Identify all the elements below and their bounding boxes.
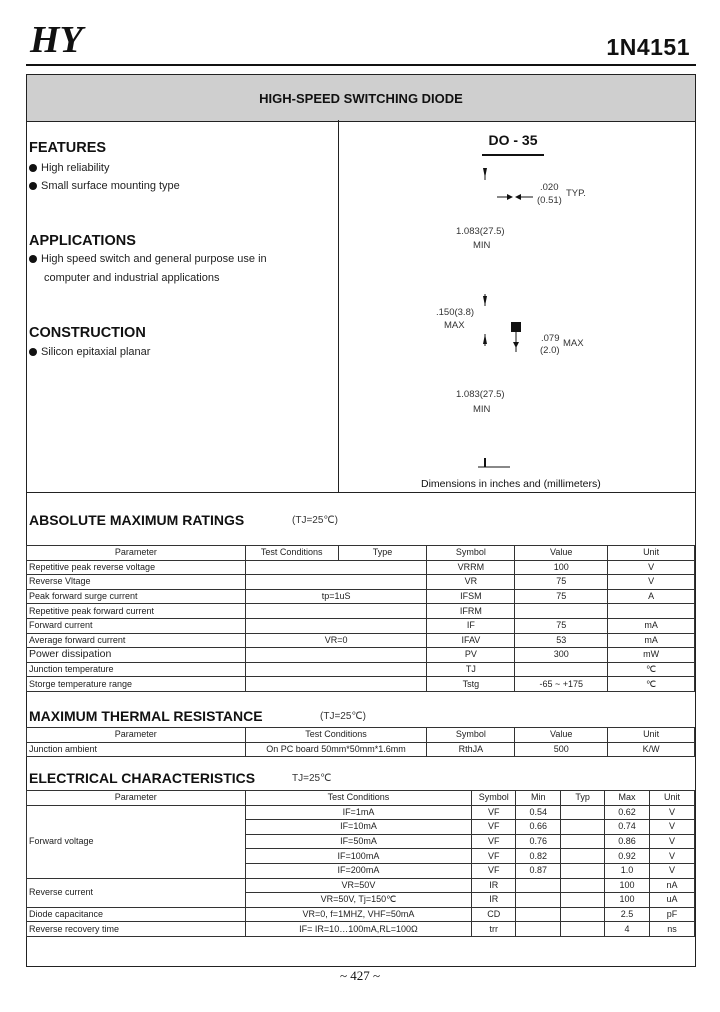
thermal-condition: (TJ=25℃) xyxy=(320,711,366,722)
typ-cell xyxy=(561,907,605,922)
table-row xyxy=(27,922,695,937)
table-row xyxy=(27,648,695,663)
condition-cell xyxy=(245,677,427,692)
unit-cell: nA xyxy=(650,878,695,893)
symbol-cell: IF xyxy=(427,618,515,633)
column-header: Parameter xyxy=(27,546,246,561)
table-row xyxy=(27,677,695,692)
column-header: Test Conditions xyxy=(245,791,472,806)
typ-cell xyxy=(561,922,605,937)
parameter-cell: Power dissipation xyxy=(27,648,246,663)
unit-cell: V xyxy=(608,560,695,575)
lead-diameter-mm: (0.51) xyxy=(537,195,562,206)
unit-cell: mA xyxy=(608,618,695,633)
unit-cell: mA xyxy=(608,633,695,648)
feature-item: Small surface mounting type xyxy=(29,180,180,192)
table-row xyxy=(27,560,695,575)
value-cell: 75 xyxy=(515,575,608,590)
electrical-condition: TJ=25℃ xyxy=(292,773,332,784)
construction-heading: CONSTRUCTION xyxy=(29,325,146,341)
symbol-cell: TJ xyxy=(427,662,515,677)
unit-cell: V xyxy=(650,805,695,820)
lead-diameter-arrows xyxy=(495,185,535,215)
body-length-note: MAX xyxy=(444,320,465,331)
condition-cell: IF=200mA xyxy=(245,863,472,878)
features-heading: FEATURES xyxy=(29,140,107,156)
table-header-row xyxy=(27,728,695,743)
table-row xyxy=(27,742,695,757)
symbol-cell: IFAV xyxy=(427,633,515,648)
condition-cell xyxy=(245,604,427,619)
symbol-cell: VF xyxy=(472,834,516,849)
unit-cell: A xyxy=(608,589,695,604)
condition-cell: IF=1mA xyxy=(245,805,472,820)
overview-divider xyxy=(338,120,339,493)
min-cell: 0.87 xyxy=(516,863,561,878)
top-lead-length-note: MIN xyxy=(473,240,491,251)
parameter-cell: Repetitive peak reverse voltage xyxy=(27,560,246,575)
unit-cell: V xyxy=(650,863,695,878)
max-cell: 1.0 xyxy=(605,863,650,878)
parameter-cell: Forward voltage xyxy=(27,805,246,878)
column-header: Test Conditions xyxy=(245,546,338,561)
min-cell: 0.66 xyxy=(516,820,561,835)
unit-cell: ℃ xyxy=(608,677,695,692)
application-line-2: computer and industrial applications xyxy=(44,272,220,284)
condition-cell: IF=50mA xyxy=(245,834,472,849)
symbol-cell: VF xyxy=(472,849,516,864)
condition-cell: VR=50V, Tj=150℃ xyxy=(245,893,472,908)
symbol-cell: IFRM xyxy=(427,604,515,619)
bottom-lead-length-note: MIN xyxy=(473,404,491,415)
application-line-1: High speed switch and general purpose use in xyxy=(29,253,267,265)
table-row xyxy=(27,907,695,922)
part-number: 1N4151 xyxy=(606,34,690,60)
min-cell: 0.54 xyxy=(516,805,561,820)
condition-cell: tp=1uS xyxy=(245,589,427,604)
min-cell: 0.82 xyxy=(516,849,561,864)
parameter-cell: Forward current xyxy=(27,618,246,633)
symbol-cell: IR xyxy=(472,878,516,893)
max-cell: 2.5 xyxy=(605,907,650,922)
condition-cell: IF= IR=10…100mA,RL=100Ω xyxy=(245,922,472,937)
column-header: Test Conditions xyxy=(245,728,427,743)
condition-cell xyxy=(245,662,427,677)
ratings-condition: (TJ=25℃) xyxy=(292,515,338,526)
value-cell: 75 xyxy=(515,618,608,633)
value-cell: 53 xyxy=(515,633,608,648)
condition-cell: VR=0, f=1MHZ, VHF=50mA xyxy=(245,907,472,922)
unit-cell: uA xyxy=(650,893,695,908)
symbol-cell: VF xyxy=(472,863,516,878)
column-header: Min xyxy=(516,791,561,806)
max-cell: 0.92 xyxy=(605,849,650,864)
symbol-cell: RthJA xyxy=(427,742,515,757)
parameter-cell: Peak forward surge current xyxy=(27,589,246,604)
column-header: Typ xyxy=(561,791,605,806)
applications-heading: APPLICATIONS xyxy=(29,233,136,249)
table-row xyxy=(27,662,695,677)
column-header: Parameter xyxy=(27,728,246,743)
table-row xyxy=(27,878,695,893)
value-cell: 300 xyxy=(515,648,608,663)
ratings-heading: ABSOLUTE MAXIMUM RATINGS xyxy=(29,512,245,528)
parameter-cell: Junction temperature xyxy=(27,662,246,677)
max-cell: 4 xyxy=(605,922,650,937)
value-cell: 500 xyxy=(515,742,608,757)
electrical-heading: ELECTRICAL CHARACTERISTICS xyxy=(29,770,256,786)
symbol-cell: IFSM xyxy=(427,589,515,604)
top-lead-length: 1.083(27.5) xyxy=(456,226,505,237)
logo-text: HY xyxy=(30,22,83,58)
typ-cell xyxy=(561,849,605,864)
column-header: Unit xyxy=(608,728,695,743)
table-row xyxy=(27,589,695,604)
parameter-cell: Reverse recovery time xyxy=(27,922,246,937)
column-header: Max xyxy=(605,791,650,806)
condition-cell: IF=10mA xyxy=(245,820,472,835)
unit-cell: K/W xyxy=(608,742,695,757)
unit-cell: V xyxy=(650,820,695,835)
condition-cell xyxy=(245,560,427,575)
electrical-table xyxy=(26,790,695,937)
unit-cell: pF xyxy=(650,907,695,922)
column-header: Type xyxy=(338,546,427,561)
typ-cell xyxy=(561,863,605,878)
body-diameter-mm: (2.0) xyxy=(540,345,560,356)
condition-cell: IF=100mA xyxy=(245,849,472,864)
bottom-lead-length: 1.083(27.5) xyxy=(456,389,505,400)
package-name: DO - 35 xyxy=(482,132,544,156)
symbol-cell: PV xyxy=(427,648,515,663)
max-cell: 100 xyxy=(605,893,650,908)
hy-logo xyxy=(28,22,150,58)
symbol-cell: VR xyxy=(427,575,515,590)
parameter-cell: Reverse current xyxy=(27,878,246,907)
symbol-cell: VF xyxy=(472,820,516,835)
thermal-heading: MAXIMUM THERMAL RESISTANCE xyxy=(29,708,263,724)
unit-cell: mW xyxy=(608,648,695,663)
table-row xyxy=(27,604,695,619)
min-cell xyxy=(516,878,561,893)
max-cell: 100 xyxy=(605,878,650,893)
page-number: ~ 427 ~ xyxy=(339,968,381,983)
max-cell: 0.62 xyxy=(605,805,650,820)
table-header-row xyxy=(27,546,695,561)
header-rule xyxy=(26,64,696,66)
symbol-cell: VF xyxy=(472,805,516,820)
parameter-cell: Storge temperature range xyxy=(27,677,246,692)
symbol-cell: CD xyxy=(472,907,516,922)
typ-cell xyxy=(561,878,605,893)
condition-cell xyxy=(245,618,427,633)
condition-cell xyxy=(245,575,427,590)
table-row xyxy=(27,805,695,820)
min-cell xyxy=(516,907,561,922)
parameter-cell: Junction ambient xyxy=(27,742,246,757)
table-header-row xyxy=(27,791,695,806)
unit-cell: ns xyxy=(650,922,695,937)
thermal-table xyxy=(26,727,695,757)
value-cell: 100 xyxy=(515,560,608,575)
lead-diameter-note: TYP. xyxy=(566,188,586,199)
body-diameter-inches: .079 xyxy=(541,333,560,344)
lead-diameter-inches: .020 xyxy=(540,182,559,193)
parameter-cell: Repetitive peak forward current xyxy=(27,604,246,619)
parameter-cell: Diode capacitance xyxy=(27,907,246,922)
min-cell: 0.76 xyxy=(516,834,561,849)
min-cell xyxy=(516,893,561,908)
body-length: .150(3.8) xyxy=(436,307,475,318)
dimension-caption: Dimensions in inches and (millimeters) xyxy=(421,478,601,490)
parameter-cell: Average forward current xyxy=(27,633,246,648)
column-header: Symbol xyxy=(472,791,516,806)
unit-cell: ℃ xyxy=(608,662,695,677)
parameter-cell: Reverse Vltage xyxy=(27,575,246,590)
typ-cell xyxy=(561,834,605,849)
column-header: Unit xyxy=(608,546,695,561)
column-header: Value xyxy=(515,546,608,561)
condition-cell: VR=0 xyxy=(245,633,427,648)
table-row xyxy=(27,575,695,590)
column-header: Symbol xyxy=(427,546,515,561)
document-title: HIGH-SPEED SWITCHING DIODE xyxy=(26,74,696,122)
value-cell: 75 xyxy=(515,589,608,604)
ratings-table xyxy=(26,545,695,692)
column-header: Parameter xyxy=(27,791,246,806)
table-row xyxy=(27,633,695,648)
condition-cell xyxy=(245,648,427,663)
value-cell: -65 ~ +175 xyxy=(515,677,608,692)
unit-cell: V xyxy=(650,849,695,864)
table-row xyxy=(27,618,695,633)
typ-cell xyxy=(561,893,605,908)
symbol-cell: trr xyxy=(472,922,516,937)
symbol-cell: IR xyxy=(472,893,516,908)
column-header: Symbol xyxy=(427,728,515,743)
diode-body-drawing xyxy=(505,318,527,358)
condition-cell: VR=50V xyxy=(245,878,472,893)
typ-cell xyxy=(561,805,605,820)
condition-cell: On PC board 50mm*50mm*1.6mm xyxy=(245,742,427,757)
max-cell: 0.86 xyxy=(605,834,650,849)
unit-cell xyxy=(608,604,695,619)
column-header: Value xyxy=(515,728,608,743)
body-diameter-note: MAX xyxy=(563,338,584,349)
min-cell xyxy=(516,922,561,937)
feature-item: High reliability xyxy=(29,162,109,174)
value-cell xyxy=(515,662,608,677)
symbol-cell: Tstg xyxy=(427,677,515,692)
max-cell: 0.74 xyxy=(605,820,650,835)
symbol-cell: VRRM xyxy=(427,560,515,575)
overview-box xyxy=(26,120,696,493)
typ-cell xyxy=(561,820,605,835)
value-cell xyxy=(515,604,608,619)
column-header: Unit xyxy=(650,791,695,806)
unit-cell: V xyxy=(608,575,695,590)
construction-item: Silicon epitaxial planar xyxy=(29,346,150,358)
unit-cell: V xyxy=(650,834,695,849)
